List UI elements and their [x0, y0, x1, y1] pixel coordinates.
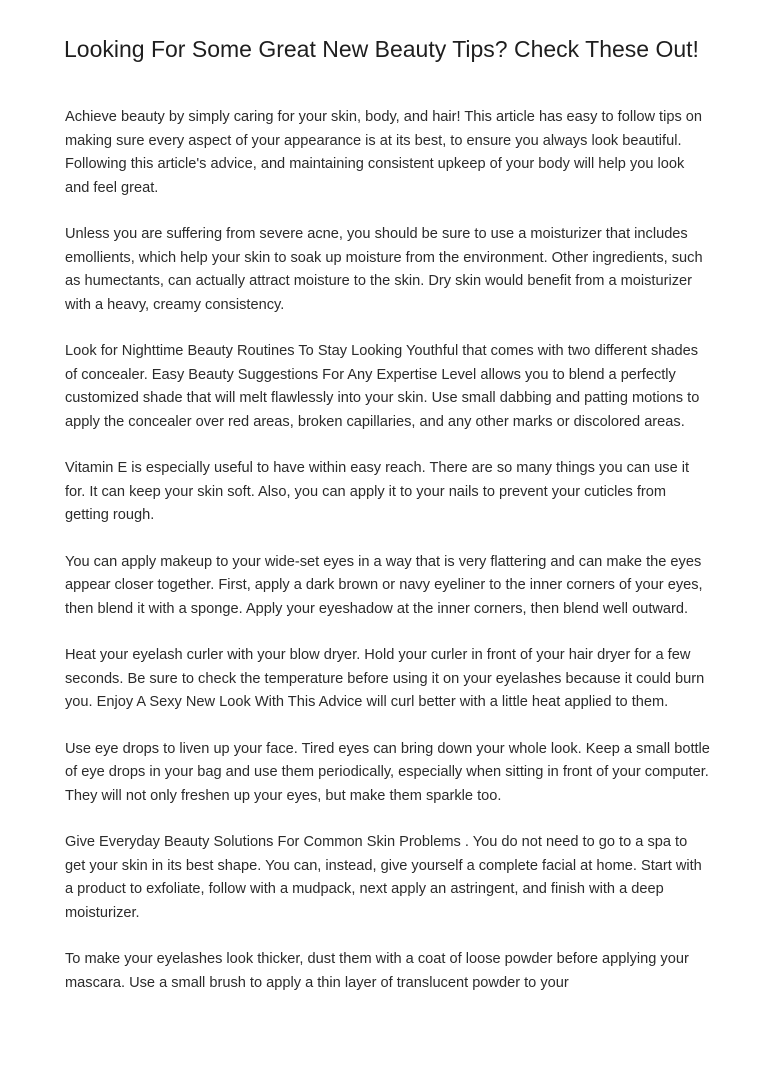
paragraph-7: Use eye drops to liven up your face. Tired eyes can bring down your whole look. Keep a small bottle of eye drops in your bag and use them periodically, especially when sitting in front of your computer. They will not only freshen up your eyes, but make them sparkle too.	[65, 740, 710, 804]
paragraph-1: Achieve beauty by simply caring for your skin, body, and hair! This article has easy to follow tips on making sure every aspect of your appearance is at its best, to ensure you always look beautiful. Following this article's advice, and maintaining consistent upkeep of your body will help you look and feel great.	[65, 109, 703, 196]
paragraph-5: You can apply makeup to your wide-set eyes in a way that is very flattering and can make the eyes appear closer together. First, apply a dark brown or navy eyeliner to the inner corners of your eyes, then blend it with a sponge. Apply your eyeshadow at the inner corners, then blend well outward.	[65, 553, 703, 617]
paragraph-2: Unless you are suffering from severe acne, you should be sure to use a moisturizer that includes emollients, which help your skin to soak up moisture from the environment. Other ingredients, such as humectants, can actually attract moisture to the skin. Dry skin would benefit from a moisturizer with a heavy, creamy consistency.	[65, 226, 703, 313]
paragraph-3: Look for Nighttime Beauty Routines To Stay Looking Youthful that comes with two different shades of concealer. Easy Beauty Suggestions For Any Expertise Level allows you to blend a perfectly customized shade that will melt flawlessly into your skin. Use small dabbing and patting motions to apply the concealer over red areas, broken capillaries, and any other marks or discolored areas.	[65, 343, 700, 430]
paragraph-6: Heat your eyelash curler with your blow dryer. Hold your curler in front of your hair dryer for a few seconds. Be sure to check the temperature before using it on your eyelashes because it could burn you. Enjoy A Sexy New Look With This Advice will curl better with a little heat applied to them.	[65, 647, 705, 710]
paragraph-8: Give Everyday Beauty Solutions For Common Skin Problems . You do not need to go to a spa to get your skin in its best shape. You can, instead, give yourself a complete facial at home. Start with a product to exfoliate, follow with a mudpack, next apply an astringent, and finish with a deep moisturizer.	[65, 834, 702, 921]
page-title: Looking For Some Great New Beauty Tips? Check These Out!	[64, 36, 699, 62]
paragraph-4: Vitamin E is especially useful to have within easy reach. There are so many things you can use it for. It can keep your skin soft. Also, you can apply it to your nails to prevent your cuticles from getting rough.	[65, 460, 690, 523]
article-body	[65, 106, 710, 1018]
paragraph-9: To make your eyelashes look thicker, dust them with a coat of loose powder before applying your mascara. Use a small brush to apply a thin layer of translucent powder to your	[65, 951, 689, 991]
